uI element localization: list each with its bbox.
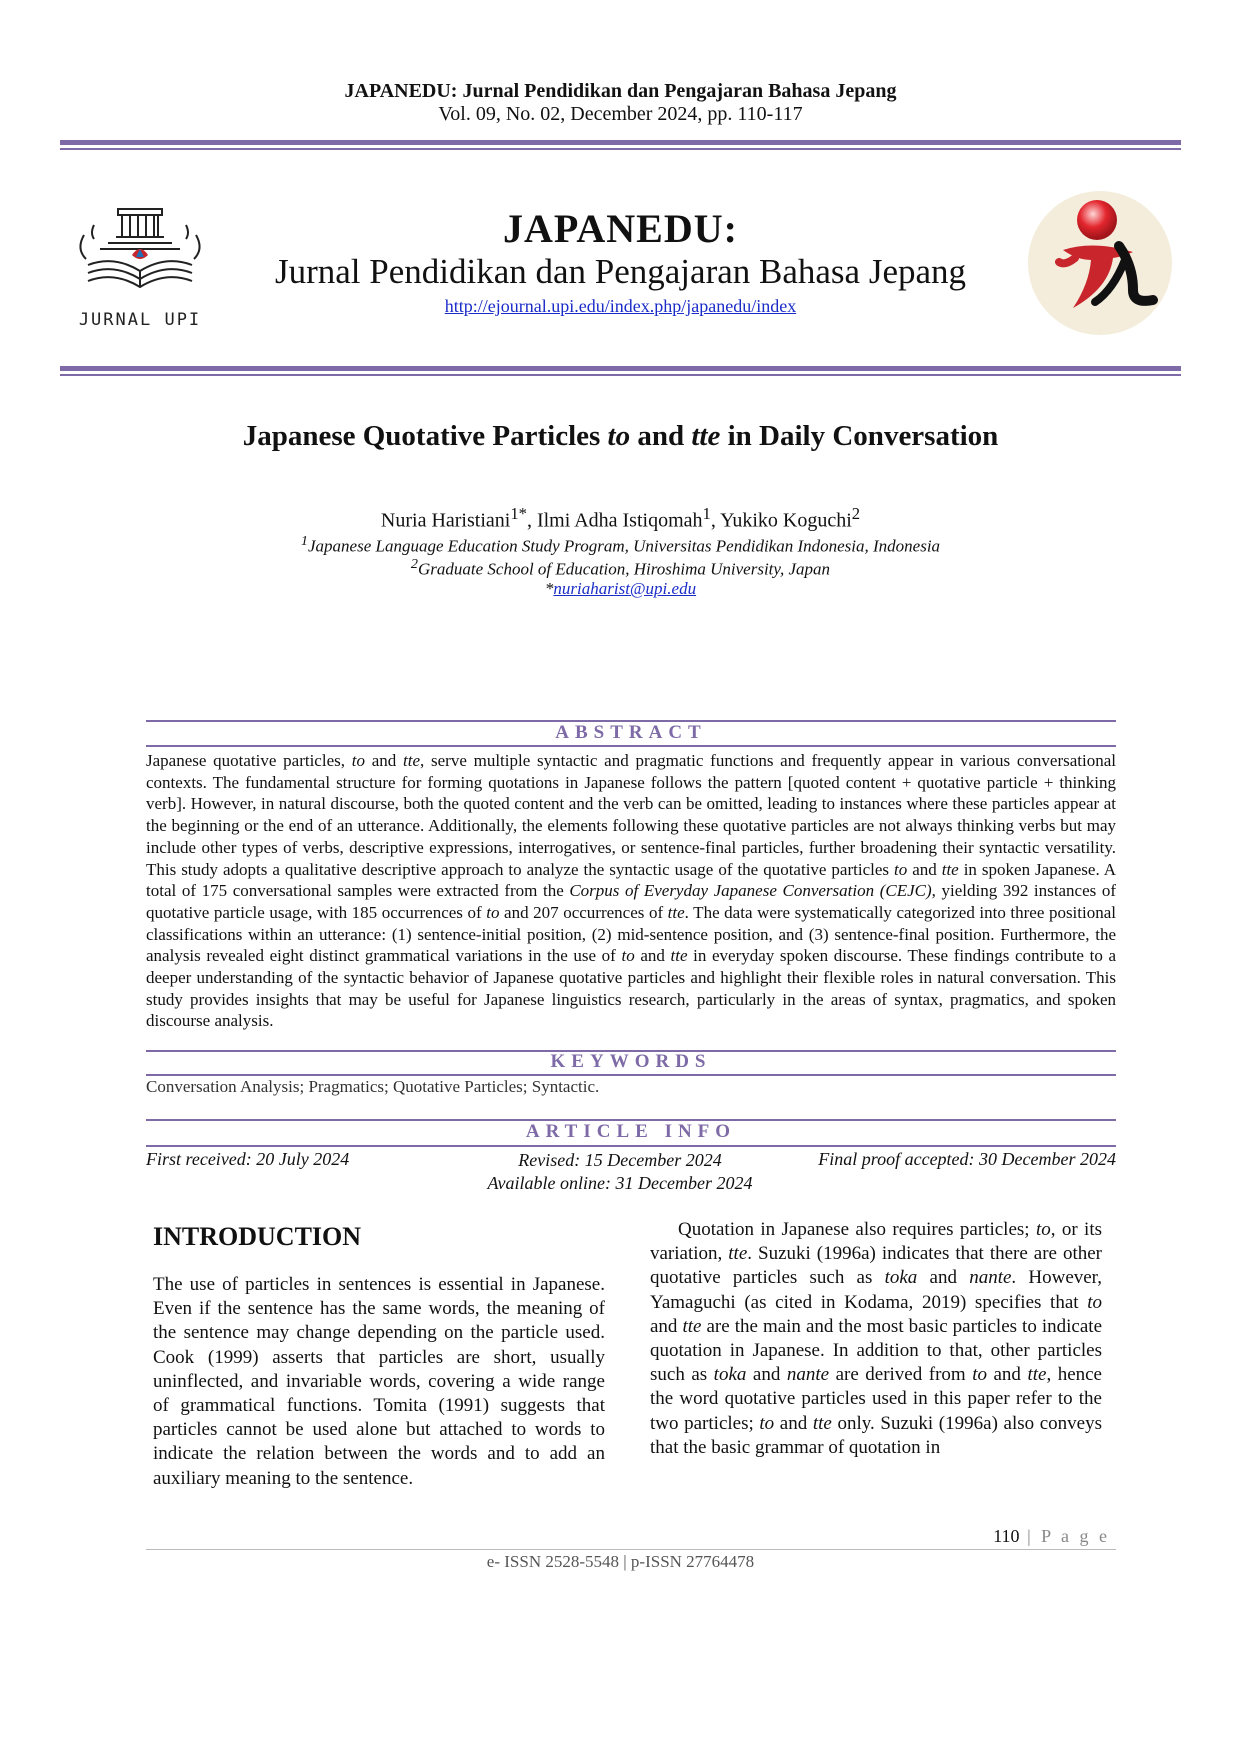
japanedu-seal-icon xyxy=(1025,188,1175,338)
info-rule-bottom xyxy=(146,1145,1116,1147)
revised-date: Revised: 15 December 2024 xyxy=(518,1150,722,1170)
running-header-volume: Vol. 09, No. 02, December 2024, pp. 110-117 xyxy=(438,103,803,125)
article-title: Japanese Quotative Particles to and tte in Daily Conversation xyxy=(242,420,999,452)
keywords-text: Conversation Analysis; Pragmatics; Quotative Particles; Syntactic. xyxy=(146,1077,600,1096)
abstract-text: Japanese quotative particles, to and tte, serve multiple syntactic and pragmatic functions and frequently appear in various conversational contexts. The fundamental structure for forming quotations in Japanese follows the pattern [quoted content + quotative particle + thinking verb]. However, in natural discourse, both the quoted content and the verb can be omitted, leading to instances where these particles appear at the beginning or the end of an utterance. Additionally, the elements following these quotative particles are not always thinking verbs but may include other types of verbs, descriptive expressions, interrogatives, or sentence-final particles, further broadening their syntactic versatility. This study adopts a qualitative descriptive approach to analyze the syntactic usage of the quotative particles to and tte in spoken Japanese. A total of 175 conversational samples were extracted from the Corpus of Everyday Japanese Conversation (CEJC), yielding 392 instances of quotative particle usage, with 185 occurrences of to and 207 occurrences of tte. The data were systematically categorized into three positional classifications within an utterance: (1) sentence-initial position, (2) mid-sentence position, and (3) sentence-final position. Furthermore, the analysis revealed eight distinct grammatical variations in the use of to and tte in everyday spoken discourse. These findings contribute to a deeper understanding of the syntactic behavior of Japanese quotative particles and highlight their flexible roles in natural conversation. This study provides insights that may be useful for Japanese linguistics research, particularly in the areas of syntax, pragmatics, and spoken discourse analysis. xyxy=(146,751,1117,1031)
keywords-heading: KEYWORDS xyxy=(550,1051,712,1072)
journal-brand: JAPANEDU: xyxy=(503,206,738,251)
corresponding-email: *nuriaharist@upi.edu xyxy=(544,579,697,598)
issn-footer: e- ISSN 2528-5548 | p-ISSN 27764478 xyxy=(486,1552,755,1571)
affiliation-2: $^2$Graduate School of Education, Hiroshima University, Japan xyxy=(410,556,831,579)
masthead-rule xyxy=(60,366,1181,371)
journal-name: Jurnal Pendidikan dan Pengajaran Bahasa Jepang xyxy=(274,252,967,291)
author-list: Nuria Haristiani$^{1*}$, Ilmi Adha Istiqomah$^1$, Yukiko Koguchi$^2$ xyxy=(380,504,861,532)
affiliation-1: $^1$Japanese Language Education Study Program, Universitas Pendidikan Indonesia, Indonesia xyxy=(300,533,941,556)
available-online-date: Available online: 31 December 2024 xyxy=(487,1173,753,1193)
footer-rule xyxy=(146,1549,1116,1550)
introduction-right-column: Quotation in Japanese also requires particles; to, or its variation, tte. Suzuki (1996a) indicates that there are other quotative particles such as toka and nante. However, Yamaguchi (as cited in Kodama, 2019) specifies that to and tte are the main and the most basic particles to indicate quotation in Japanese. In addition to that, other particles such as toka and nante are derived from to and tte, hence the word quotative particles used in this paper refer to the two particles; to and tte only. Suzuki (1996a) also conveys that the basic grammar of quotation in xyxy=(650,1219,1103,1458)
masthead-rule-thin xyxy=(60,374,1181,376)
first-received-date: First received: 20 July 2024 xyxy=(146,1149,350,1169)
article-info-heading: ARTICLE INFO xyxy=(525,1121,737,1142)
jurnal-upi-logo-text: JURNAL UPI xyxy=(78,310,202,330)
journal-url-link[interactable]: http://ejournal.upi.edu/index.php/japanedu/index xyxy=(444,296,797,316)
header-rule-top xyxy=(60,140,1181,145)
introduction-left-column: The use of particles in sentences is essential in Japanese. Even if the sentence has the same words, the meaning of the sentence may change depending on the particle used. Cook (1999) asserts that particles are short, usually uninflected, and invariable words, covering a wide range of grammatical functions. Tomita (1991) suggests that particles cannot be used alone but attached to words to indicate the relation between the words and to add an auxiliary meaning to the sentence. xyxy=(153,1274,605,1489)
page-number: 110 | P a g e xyxy=(993,1526,1110,1546)
abstract-heading: ABSTRACT xyxy=(555,722,707,743)
keywords-rule-bottom xyxy=(146,1074,1116,1076)
introduction-heading: INTRODUCTION xyxy=(153,1222,362,1251)
final-proof-date: Final proof accepted: 30 December 2024 xyxy=(818,1149,1116,1169)
running-header-journal: JAPANEDU: Jurnal Pendidikan dan Pengajaran Bahasa Jepang xyxy=(344,80,897,102)
email-link[interactable]: nuriaharist@upi.edu xyxy=(553,579,697,598)
header-rule-top-thin xyxy=(60,148,1181,150)
revised-available-dates xyxy=(420,1149,820,1195)
abstract-rule-bottom xyxy=(146,745,1116,747)
